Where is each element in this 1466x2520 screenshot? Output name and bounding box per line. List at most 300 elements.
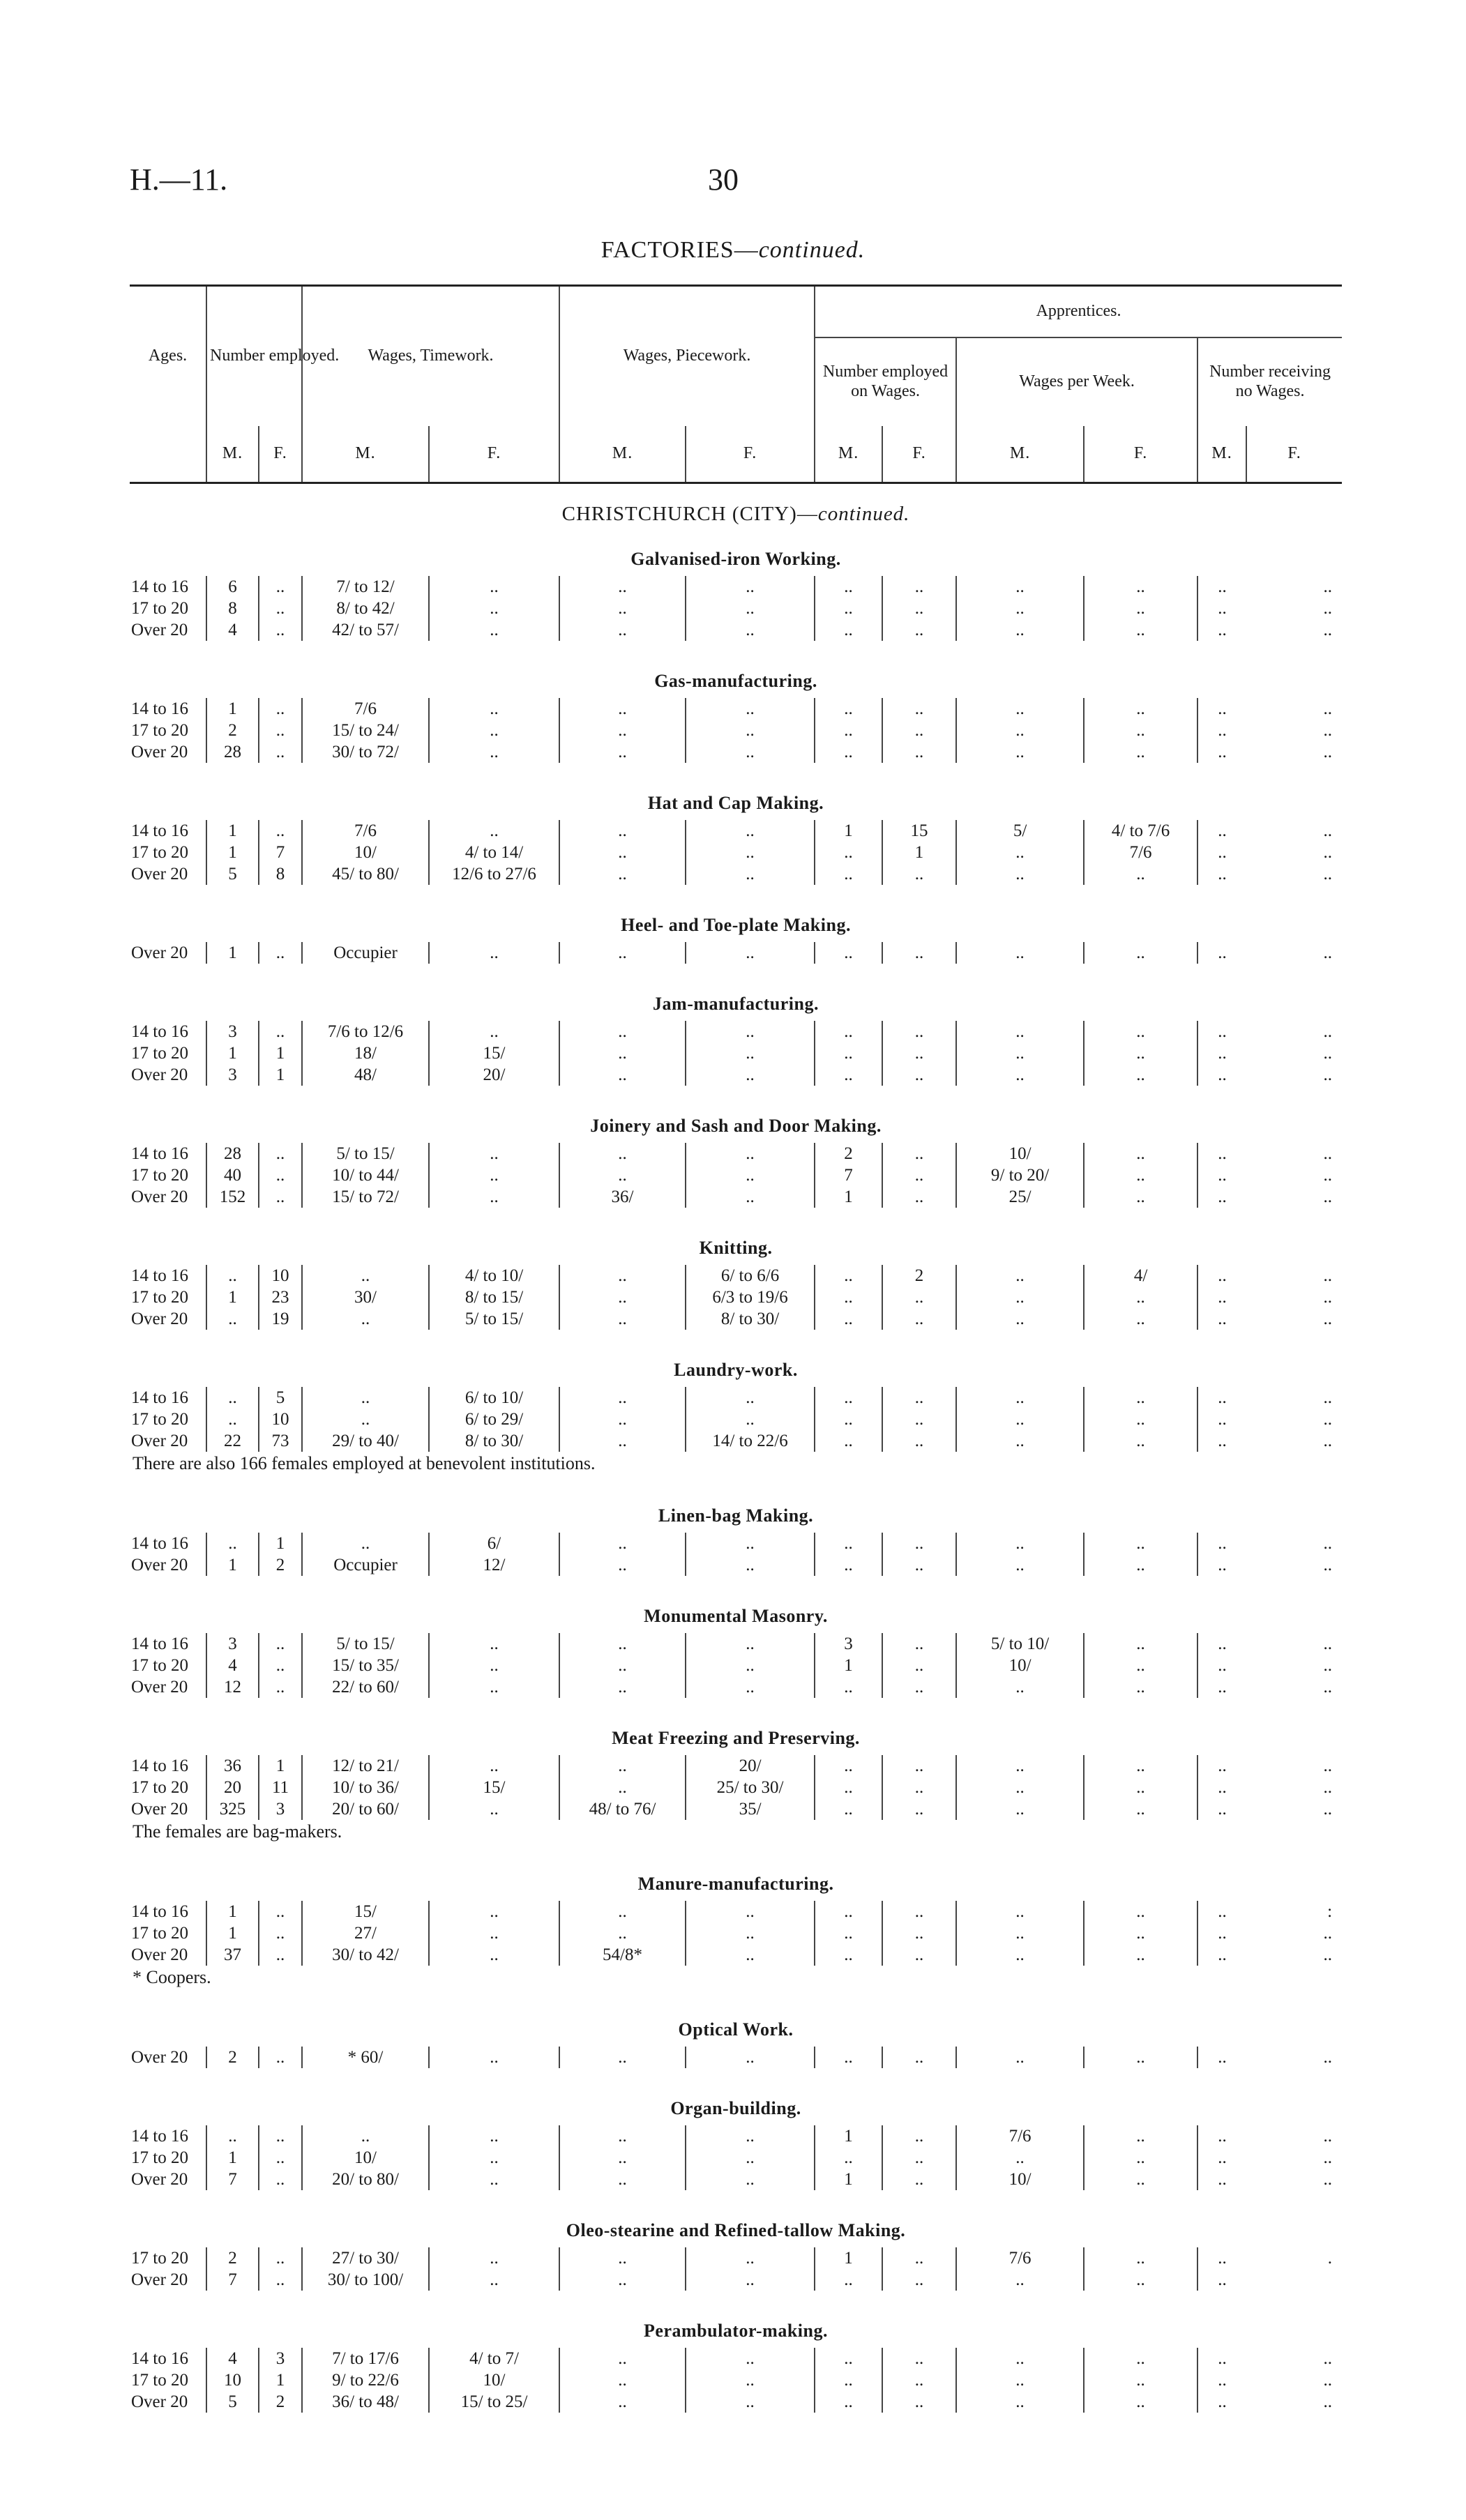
table-cell: 7 [815,1164,882,1186]
table-cell: .. [1084,1633,1197,1655]
table-cell: .. [559,863,686,885]
table-cell: 7 [206,2169,259,2190]
table-cell: .. [815,619,882,641]
table-row [130,1143,1342,1164]
table-cell: 20/ [429,1064,559,1086]
table-cell: .. [882,1554,956,1576]
table-cell: .. [429,598,559,619]
table-cell: .. [429,1798,559,1820]
table-cell: .. [1197,863,1246,885]
table-cell: .. [686,576,815,598]
table-cell: .. [559,2169,686,2190]
table-cell: 1 [206,1286,259,1308]
table-cell: .. [686,741,815,763]
table-cell: .. [1323,1187,1333,1206]
table-cell: .. [815,1021,882,1042]
table-cell: .. [882,1186,956,1208]
table-cell: 25/ to 30/ [686,1777,815,1798]
industry-note: * Coopers. [133,1967,211,1987]
table-cell: .. [559,2047,686,2068]
table-cell: .. [1084,1944,1197,1966]
table-cell: 5/ to 15/ [302,1143,429,1164]
table-cell: .. [1197,1308,1246,1330]
table-cell: .. [1323,943,1333,962]
table-cell: .. [1084,2125,1197,2147]
table-cell: .. [559,1143,686,1164]
table-cell: 36 [206,1755,259,1777]
table-cell: .. [815,2147,882,2169]
table-cell: .. [1084,1554,1197,1576]
table-cell: .. [429,1164,559,1186]
table-row [130,2391,1342,2413]
table-cell: .. [1323,821,1333,840]
table-cell: .. [559,698,686,720]
table-cell: .. [259,2247,302,2269]
table-cell: .. [259,720,302,741]
table-cell: .. [1323,1555,1333,1574]
industry-heading: Meat Freezing and Preserving. [612,1728,860,1748]
table-cell: 7/ to 17/6 [302,2348,429,2369]
table-cell: .. [1084,2047,1197,2068]
table-cell: .. [559,1676,686,1698]
table-cell: .. [956,1922,1084,1944]
table-cell: 1 [815,1186,882,1208]
table-cell: .. [1323,1065,1333,1084]
table-row [130,942,1342,964]
table-cell: .. [815,741,882,763]
age-cell: 17 to 20 [131,2370,188,2390]
table-cell: 48/ [302,1064,429,1086]
table-cell: 30/ to 42/ [302,1944,429,1966]
table-cell: .. [686,1164,815,1186]
table-cell: 3 [815,1633,882,1655]
table-cell: .. [956,1265,1084,1286]
table-row [130,1430,1342,1452]
table-cell: .. [882,1164,956,1186]
table-cell: .. [956,1944,1084,1966]
table-cell: .. [559,1164,686,1186]
table-cell: 7/6 to 12/6 [302,1021,429,1042]
table-cell: .. [429,2169,559,2190]
age-cell: Over 20 [131,2169,188,2189]
table-cell: .. [559,1533,686,1554]
table-cell: 3 [206,1064,259,1086]
table-cell: .. [559,1430,686,1452]
table-cell: .. [259,1164,302,1186]
age-cell: Over 20 [131,1187,188,1206]
table-cell: .. [559,1922,686,1944]
table-cell: 10/ to 44/ [302,1164,429,1186]
table-cell: .. [559,1265,686,1286]
table-cell: .. [882,1633,956,1655]
table-cell: .. [956,698,1084,720]
table-cell: .. [429,1944,559,1966]
table-cell: .. [686,2369,815,2391]
header-m: M. [206,426,259,483]
table-cell: .. [1197,1186,1246,1208]
table-cell: 15 [882,820,956,842]
table-cell: .. [1197,1021,1246,1042]
table-cell: .. [259,1186,302,1208]
table-cell: 20/ to 60/ [302,1798,429,1820]
table-cell: 1 [259,2369,302,2391]
table-cell: 8/ to 15/ [429,1286,559,1308]
table-cell: .. [956,720,1084,741]
table-row [130,1064,1342,1086]
table-cell: .. [559,842,686,863]
table-cell: 6/ to 10/ [429,1387,559,1409]
table-row [130,1655,1342,1676]
table-cell: .. [1084,2147,1197,2169]
industry-note: There are also 166 females employed at benevolent institutions. [133,1453,596,1473]
table-cell: 2 [206,720,259,741]
table-row [130,2169,1342,2190]
table-cell: .. [686,1676,815,1698]
table-cell: .. [1323,577,1333,596]
age-cell: 14 to 16 [131,1022,188,1041]
table-cell: .. [956,1554,1084,1576]
table-cell: .. [882,1901,956,1922]
table-cell: .. [686,863,815,885]
table-row [130,2125,1342,2147]
table-cell: .. [815,1409,882,1430]
table-cell: .. [815,598,882,619]
table-cell: 1 [882,842,956,863]
table-cell: .. [1323,1923,1333,1943]
table-cell: .. [1197,1944,1246,1966]
table-cell: .. [1197,2125,1246,2147]
industry-heading: Joinery and Sash and Door Making. [590,1116,882,1136]
table-cell: .. [686,619,815,641]
header-f: F. [1246,426,1342,483]
table-cell: .. [686,1533,815,1554]
table-cell: .. [1197,942,1246,964]
age-cell: Over 20 [131,1431,188,1450]
table-cell: 48/ to 76/ [559,1798,686,1820]
city-heading: CHRISTCHURCH (CITY)—continued. [561,502,910,525]
table-cell: 15/ to 25/ [429,2391,559,2413]
table-cell: .. [1323,2126,1333,2146]
table-cell: .. [302,1265,429,1286]
table-cell: .. [259,2147,302,2169]
table-cell: 10/ [302,2147,429,2169]
table-cell: .. [559,741,686,763]
table-cell: .. [1197,1430,1246,1452]
table-cell: .. [686,2269,815,2291]
table-cell: 4/ to 7/ [429,2348,559,2369]
table-cell: .. [882,1021,956,1042]
table-cell: .. [559,1901,686,1922]
table-cell: .. [1323,2047,1333,2067]
table-cell: .. [429,2147,559,2169]
table-row [130,842,1342,863]
table-cell: .. [815,2391,882,2413]
industry-heading: Organ-building. [670,2098,801,2118]
table-cell: .. [686,2247,815,2269]
table-cell: 9/ to 20/ [956,1164,1084,1186]
table-cell: .. [686,598,815,619]
table-row [130,1409,1342,1430]
table-cell: 4/ to 14/ [429,842,559,863]
table-cell: .. [429,741,559,763]
table-cell: .. [956,2369,1084,2391]
table-cell: 10/ [429,2369,559,2391]
table-cell: 2 [882,1265,956,1286]
table-cell: .. [815,720,882,741]
header-apprentices: Apprentices. [815,286,1342,338]
table-cell: .. [1197,576,1246,598]
table-cell: 4 [206,2348,259,2369]
table-cell: 19 [259,1308,302,1330]
table-row [130,1021,1342,1042]
table-cell: .. [259,2125,302,2147]
table-cell: .. [1084,1387,1197,1409]
table-row [130,1755,1342,1777]
age-cell: 14 to 16 [131,1533,188,1553]
table-cell: .. [559,2125,686,2147]
table-cell: .. [882,2125,956,2147]
table-row [130,2147,1342,2169]
table-cell: .. [956,576,1084,598]
table-cell: .. [815,1533,882,1554]
table-cell: .. [429,1655,559,1676]
table-cell: .. [1197,2269,1246,2291]
age-cell: 17 to 20 [131,2148,188,2167]
table-cell: .. [1197,1042,1246,1064]
table-cell: 7 [259,842,302,863]
table-cell: 30/ to 100/ [302,2269,429,2291]
table-cell: .. [686,1409,815,1430]
table-cell: .. [815,1922,882,1944]
table-cell: .. [302,2125,429,2147]
table-cell: 15/ to 24/ [302,720,429,741]
table-cell: .. [302,1387,429,1409]
table-cell: 29/ to 40/ [302,1430,429,1452]
table-cell: .. [686,720,815,741]
table-cell: .. [882,1308,956,1330]
table-cell: .. [1084,1430,1197,1452]
table-cell: .. [1197,1286,1246,1308]
table-cell: .. [559,720,686,741]
header-appr-number-no-wages: Number receiving no Wages. [1197,337,1342,426]
industry-heading: Gas-manufacturing. [654,671,817,691]
table-cell: .. [1197,1387,1246,1409]
table-row [130,2369,1342,2391]
table-cell: .. [956,2047,1084,2068]
table-cell: .. [815,1308,882,1330]
age-cell: Over 20 [131,2047,188,2067]
table-cell: .. [1323,1431,1333,1450]
table-cell: .. [559,820,686,842]
table-cell: .. [559,2369,686,2391]
age-cell: Over 20 [131,1945,188,1964]
table-cell: 28 [206,1143,259,1164]
table-cell: .. [1084,1286,1197,1308]
age-cell: 14 to 16 [131,1902,188,1921]
table-row [130,1922,1342,1944]
industry-heading: Jam-manufacturing. [653,994,819,1014]
table-cell: .. [429,1676,559,1698]
table-cell: .. [302,1308,429,1330]
table-cell: 8 [259,863,302,885]
table-cell: .. [259,741,302,763]
table-cell: .. [1323,1022,1333,1041]
table-cell: 1 [206,1922,259,1944]
table-cell: .. [686,842,815,863]
table-cell: .. [1084,1676,1197,1698]
table-cell: .. [206,1533,259,1554]
table-cell: .. [686,2348,815,2369]
table-cell: .. [956,2348,1084,2369]
table-cell: .. [1197,1533,1246,1554]
table-cell: .. [1323,2370,1333,2390]
table-cell: 18/ [302,1042,429,1064]
table-cell: .. [815,942,882,964]
header-f: F. [882,426,956,483]
age-cell: Over 20 [131,1799,188,1819]
table-cell: 7 [206,2269,259,2291]
table-cell: .. [259,1944,302,1966]
table-row [130,1777,1342,1798]
table-cell: .. [882,942,956,964]
table-row [130,1042,1342,1064]
table-cell: .. [686,1655,815,1676]
table-cell: 10/ [956,1143,1084,1164]
table-cell: .. [559,1021,686,1042]
table-cell: .. [429,1922,559,1944]
age-cell: 17 to 20 [131,1287,188,1307]
table-cell: .. [1323,1266,1333,1285]
table-cell: .. [1197,1922,1246,1944]
table-cell: .. [259,619,302,641]
age-cell: Over 20 [131,1309,188,1328]
age-cell: 17 to 20 [131,720,188,740]
table-cell: 10/ to 36/ [302,1777,429,1798]
table-cell: .. [882,863,956,885]
table-cell: .. [559,1409,686,1430]
table-cell: .. [686,2125,815,2147]
table-cell: .. [559,2391,686,2413]
table-cell: .. [956,1676,1084,1698]
table-cell: .. [1323,842,1333,862]
table-cell: .. [1084,1164,1197,1186]
table-cell: 4/ [1084,1265,1197,1286]
table-cell: 5/ [956,820,1084,842]
table-cell: 7/6 [956,2247,1084,2269]
table-cell: 1 [206,842,259,863]
table-cell: 45/ to 80/ [302,863,429,885]
table-cell: .. [882,1387,956,1409]
table-cell: .. [1197,598,1246,619]
table-cell: .. [1197,842,1246,863]
industry-heading: Oleo-stearine and Refined-tallow Making. [566,2220,906,2240]
table-cell: .. [1084,1655,1197,1676]
table-cell: .. [1084,1064,1197,1086]
table-cell: 15/ [429,1042,559,1064]
table-cell: 1 [259,1533,302,1554]
table-cell: .. [882,698,956,720]
table-cell: .. [956,2147,1084,2169]
table-cell: 27/ to 30/ [302,2247,429,2269]
table-cell: .. [1197,741,1246,763]
table-cell: .. [882,1064,956,1086]
table-cell: 5/ to 15/ [302,1633,429,1655]
table-cell: .. [956,1430,1084,1452]
age-cell: 14 to 16 [131,2126,188,2146]
industry-heading: Heel- and Toe-plate Making. [621,915,851,935]
table-row [130,2047,1342,2068]
table-cell: .. [302,1533,429,1554]
table-cell: .. [559,1655,686,1676]
header-f: F. [1084,426,1197,483]
table-cell: 28 [206,741,259,763]
table-cell: 7/6 [956,2125,1084,2147]
table-cell: .. [815,2348,882,2369]
table-cell: 8/ to 42/ [302,598,429,619]
table-cell: .. [559,942,686,964]
table-cell: 20/ [686,1755,815,1777]
table-cell: .. [956,1387,1084,1409]
table-cell: 4 [206,619,259,641]
table-cell: 22 [206,1430,259,1452]
age-cell: 14 to 16 [131,1266,188,1285]
table-cell: 1 [206,698,259,720]
table-cell: 10/ [302,842,429,863]
table-cell: .. [882,1798,956,1820]
table-row [130,741,1342,763]
table-cell: .. [429,1186,559,1208]
header-appr-number-employed: Number employed on Wages. [815,337,956,426]
table-row [130,1286,1342,1308]
header-wages-timework: Wages, Timework. [302,286,559,427]
table-cell: . [1327,2248,1333,2268]
table-row [130,1901,1342,1922]
table-cell: 10/ [956,2169,1084,2190]
table-cell: .. [686,1554,815,1576]
table-cell: 4 [206,1655,259,1676]
age-cell: 14 to 16 [131,1144,188,1163]
table-cell: .. [1197,1798,1246,1820]
table-cell: .. [559,2348,686,2369]
table-cell: .. [259,2269,302,2291]
table-cell: .. [882,2047,956,2068]
table-cell: .. [882,2169,956,2190]
table-row [130,598,1342,619]
table-cell: 2 [206,2047,259,2068]
table-cell: 8/ to 30/ [686,1308,815,1330]
table-row [130,2247,1342,2269]
table-cell: .. [1084,576,1197,598]
table-cell: .. [1323,1409,1333,1429]
table-cell: .. [429,2269,559,2291]
table-cell: 7/6 [302,698,429,720]
table-cell: .. [882,2269,956,2291]
table-cell: .. [1084,1308,1197,1330]
table-cell: .. [1084,1186,1197,1208]
table-cell: 11 [259,1777,302,1798]
table-cell: .. [559,1042,686,1064]
age-cell: 14 to 16 [131,699,188,718]
table-cell: .. [956,1755,1084,1777]
table-cell: 6/ to 29/ [429,1409,559,1430]
table-cell: 15/ to 35/ [302,1655,429,1676]
table-cell: .. [956,1533,1084,1554]
table-cell: .. [559,598,686,619]
table-cell: .. [429,720,559,741]
table-cell: 1 [206,942,259,964]
table-cell: .. [815,1430,882,1452]
table-cell: .. [882,1777,956,1798]
